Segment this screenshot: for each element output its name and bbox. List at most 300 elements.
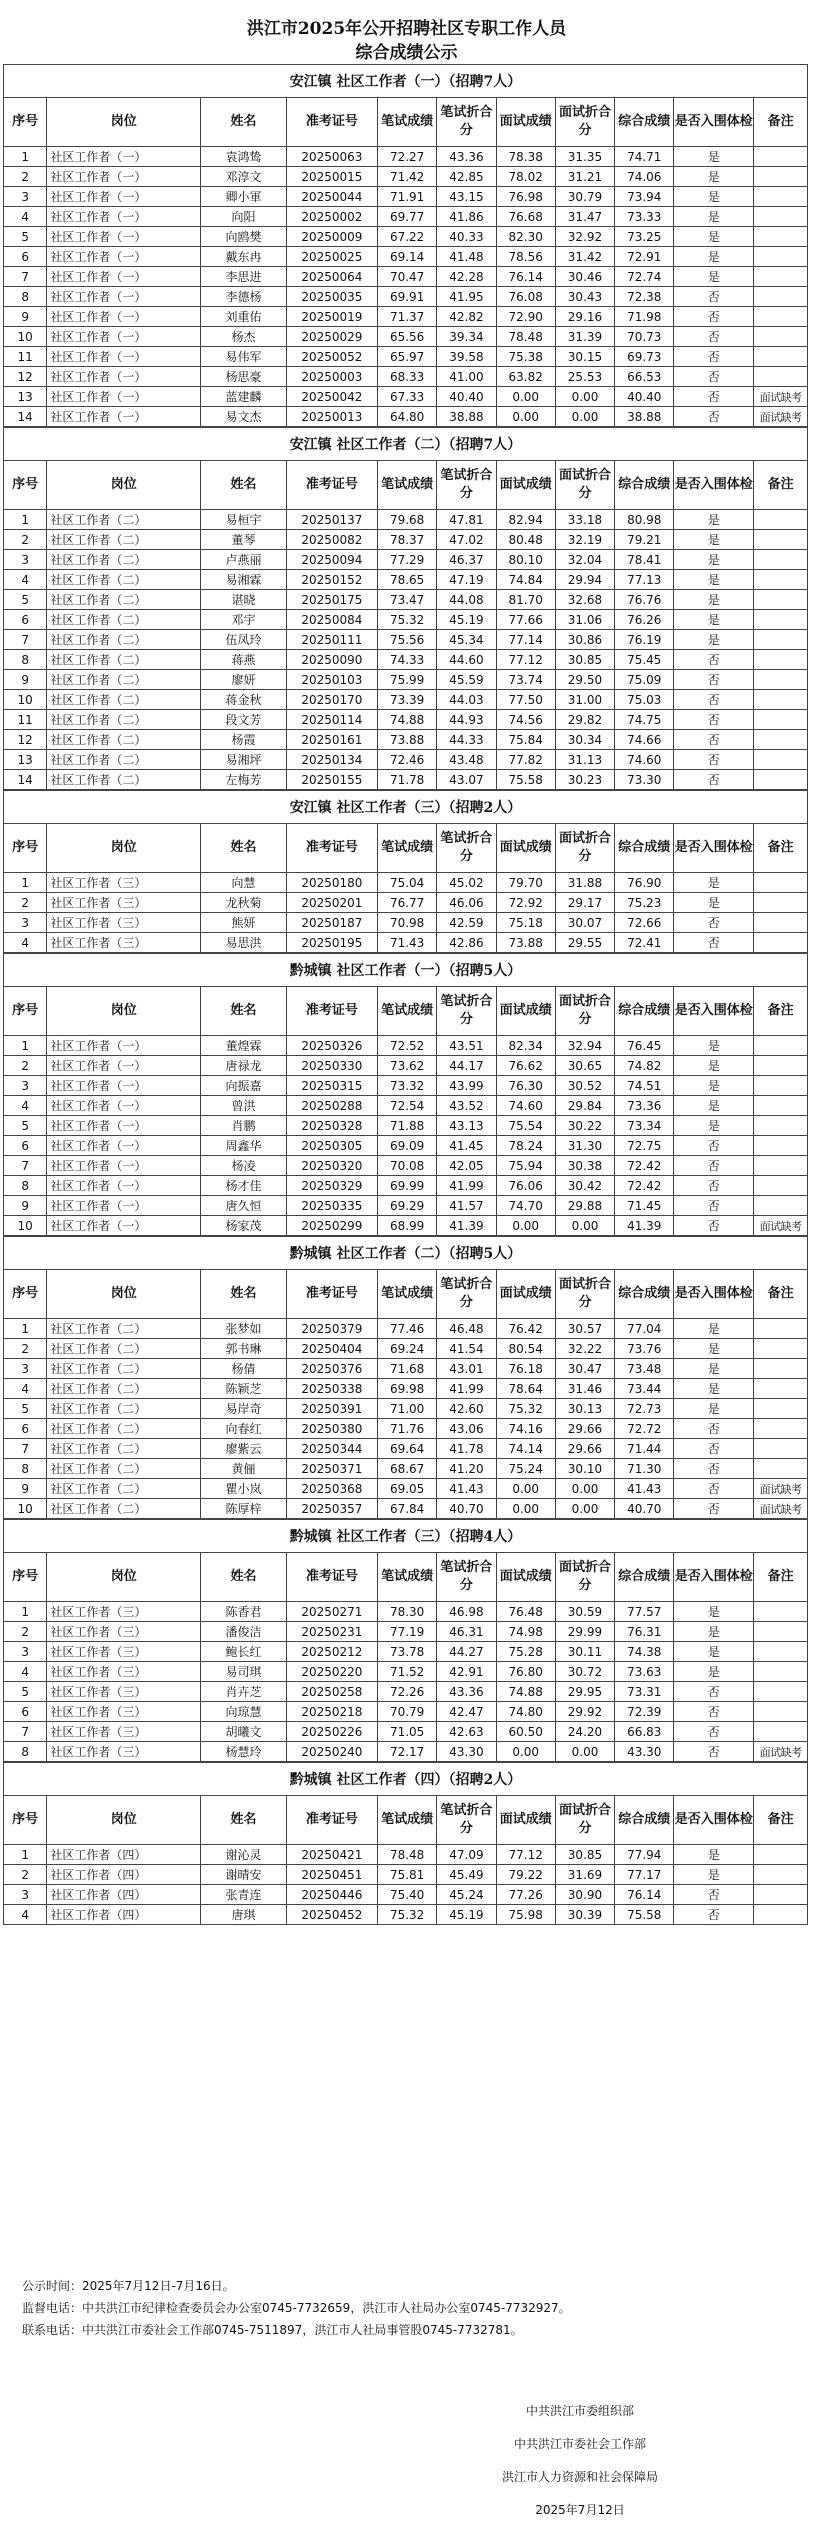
cell-remark <box>754 1662 808 1682</box>
cell-interview-score: 78.56 <box>496 247 555 267</box>
cell-index: 3 <box>4 550 47 570</box>
cell-interview-score: 75.38 <box>496 347 555 367</box>
cell-written-weighted: 43.48 <box>437 750 496 770</box>
cell-interview-weighted: 32.19 <box>555 530 614 550</box>
column-header-interview-weighted: 面试折合分 <box>555 98 614 147</box>
cell-written-weighted: 43.99 <box>437 1076 496 1096</box>
cell-interview-weighted: 31.42 <box>555 247 614 267</box>
cell-index: 13 <box>4 750 47 770</box>
cell-remark <box>754 690 808 710</box>
cell-exam-no: 20250175 <box>286 590 377 610</box>
cell-post: 社区工作者（二） <box>47 610 201 630</box>
cell-name: 卢燕丽 <box>201 550 287 570</box>
cell-shortlisted: 是 <box>674 187 754 207</box>
cell-shortlisted: 否 <box>674 750 754 770</box>
cell-shortlisted: 否 <box>674 1742 754 1762</box>
header-row <box>4 461 808 510</box>
cell-exam-no: 20250090 <box>286 650 377 670</box>
cell-interview-weighted: 30.59 <box>555 1602 614 1622</box>
cell-written-score: 71.52 <box>378 1662 437 1682</box>
page-subtitle: 综合成绩公示 <box>355 43 458 63</box>
cell-interview-score: 74.98 <box>496 1622 555 1642</box>
cell-remark: 面试缺考 <box>754 387 808 407</box>
cell-name: 龙秋菊 <box>201 893 287 913</box>
cell-remark <box>754 873 808 893</box>
cell-total-score: 73.76 <box>615 1339 674 1359</box>
cell-total-score: 76.76 <box>615 590 674 610</box>
cell-shortlisted: 否 <box>674 913 754 933</box>
column-header-index: 序号 <box>4 98 47 147</box>
cell-name: 杨家茂 <box>201 1216 287 1236</box>
cell-written-weighted: 44.93 <box>437 710 496 730</box>
cell-written-score: 78.48 <box>378 1845 437 1865</box>
column-header-post: 岗位 <box>47 1796 201 1845</box>
cell-written-weighted: 45.19 <box>437 610 496 630</box>
cell-index: 6 <box>4 1136 47 1156</box>
cell-name: 易文杰 <box>201 407 287 427</box>
cell-written-score: 72.17 <box>378 1742 437 1762</box>
cell-written-weighted: 43.36 <box>437 1682 496 1702</box>
cell-post: 社区工作者（一） <box>47 387 201 407</box>
table-row <box>4 650 808 670</box>
cell-shortlisted: 是 <box>674 1662 754 1682</box>
cell-index: 2 <box>4 1339 47 1359</box>
cell-name: 杨霞 <box>201 730 287 750</box>
cell-index: 1 <box>4 1845 47 1865</box>
cell-interview-weighted: 31.69 <box>555 1865 614 1885</box>
note-contact-phone: 联系电话：中共洪江市委社会工作部0745-7511897，洪江市人社局事管股0745-7732781。 <box>22 2323 523 2337</box>
cell-interview-score: 78.02 <box>496 167 555 187</box>
cell-name: 卿小軍 <box>201 187 287 207</box>
cell-post: 社区工作者（二） <box>47 670 201 690</box>
cell-interview-score: 76.62 <box>496 1056 555 1076</box>
cell-written-weighted: 41.00 <box>437 367 496 387</box>
cell-interview-weighted: 0.00 <box>555 407 614 427</box>
cell-shortlisted: 否 <box>674 1216 754 1236</box>
cell-post: 社区工作者（二） <box>47 550 201 570</box>
cell-post: 社区工作者（一） <box>47 1176 201 1196</box>
cell-shortlisted: 是 <box>674 267 754 287</box>
cell-remark <box>754 530 808 550</box>
cell-post: 社区工作者（三） <box>47 893 201 913</box>
cell-post: 社区工作者（二） <box>47 1419 201 1439</box>
cell-written-weighted: 45.24 <box>437 1885 496 1905</box>
cell-shortlisted: 否 <box>674 307 754 327</box>
cell-interview-score: 77.66 <box>496 610 555 630</box>
cell-total-score: 76.31 <box>615 1622 674 1642</box>
cell-remark <box>754 670 808 690</box>
cell-total-score: 41.43 <box>615 1479 674 1499</box>
cell-written-weighted: 42.28 <box>437 267 496 287</box>
cell-name: 蓝建麟 <box>201 387 287 407</box>
cell-exam-no: 20250220 <box>286 1662 377 1682</box>
table-row <box>4 1116 808 1136</box>
cell-written-score: 73.78 <box>378 1642 437 1662</box>
cell-exam-no: 20250094 <box>286 550 377 570</box>
column-header-exam-no: 准考证号 <box>286 1553 377 1602</box>
cell-total-score: 69.73 <box>615 347 674 367</box>
cell-remark <box>754 1319 808 1339</box>
cell-exam-no: 20250170 <box>286 690 377 710</box>
cell-name: 唐琪 <box>201 1905 287 1925</box>
cell-name: 向慧 <box>201 873 287 893</box>
cell-written-weighted: 43.13 <box>437 1116 496 1136</box>
cell-exam-no: 20250368 <box>286 1479 377 1499</box>
cell-interview-weighted: 31.21 <box>555 167 614 187</box>
cell-post: 社区工作者（二） <box>47 570 201 590</box>
cell-interview-score: 82.94 <box>496 510 555 530</box>
cell-total-score: 72.91 <box>615 247 674 267</box>
cell-shortlisted: 否 <box>674 690 754 710</box>
cell-name: 曾洪 <box>201 1096 287 1116</box>
cell-total-score: 72.42 <box>615 1176 674 1196</box>
column-header-index: 序号 <box>4 824 47 873</box>
cell-total-score: 75.45 <box>615 650 674 670</box>
section-table <box>3 1236 808 1519</box>
cell-written-score: 71.78 <box>378 770 437 790</box>
cell-remark <box>754 147 808 167</box>
cell-interview-score: 75.84 <box>496 730 555 750</box>
cell-post: 社区工作者（二） <box>47 710 201 730</box>
cell-exam-no: 20250335 <box>286 1196 377 1216</box>
cell-written-weighted: 43.06 <box>437 1419 496 1439</box>
cell-index: 4 <box>4 933 47 953</box>
cell-written-score: 77.46 <box>378 1319 437 1339</box>
table-row <box>4 1742 808 1762</box>
table-row <box>4 530 808 550</box>
cell-exam-no: 20250002 <box>286 207 377 227</box>
cell-total-score: 71.30 <box>615 1459 674 1479</box>
cell-shortlisted: 是 <box>674 1319 754 1339</box>
cell-index: 4 <box>4 1096 47 1116</box>
column-header-written-weighted: 笔试折合分 <box>437 824 496 873</box>
results-tables <box>3 64 808 1925</box>
table-row <box>4 1885 808 1905</box>
cell-interview-score: 77.12 <box>496 1845 555 1865</box>
cell-post: 社区工作者（二） <box>47 630 201 650</box>
cell-index: 3 <box>4 913 47 933</box>
cell-interview-score: 76.98 <box>496 187 555 207</box>
column-header-shortlisted: 是否入围体检 <box>674 1270 754 1319</box>
cell-written-score: 69.29 <box>378 1196 437 1216</box>
cell-post: 社区工作者（三） <box>47 1602 201 1622</box>
cell-exam-no: 20250451 <box>286 1865 377 1885</box>
cell-shortlisted: 是 <box>674 510 754 530</box>
cell-index: 3 <box>4 1076 47 1096</box>
column-header-written-weighted: 笔试折合分 <box>437 1796 496 1845</box>
cell-index: 5 <box>4 1116 47 1136</box>
column-header-total-score: 综合成绩 <box>615 1553 674 1602</box>
cell-written-weighted: 47.02 <box>437 530 496 550</box>
cell-interview-weighted: 32.04 <box>555 550 614 570</box>
cell-interview-weighted: 25.53 <box>555 367 614 387</box>
table-row <box>4 590 808 610</box>
cell-total-score: 74.82 <box>615 1056 674 1076</box>
column-header-interview-score: 面试成绩 <box>496 461 555 510</box>
cell-index: 9 <box>4 1479 47 1499</box>
cell-shortlisted: 否 <box>674 347 754 367</box>
cell-interview-weighted: 29.84 <box>555 1096 614 1116</box>
cell-remark <box>754 1702 808 1722</box>
cell-written-score: 69.24 <box>378 1339 437 1359</box>
cell-written-weighted: 46.98 <box>437 1602 496 1622</box>
table-row <box>4 1359 808 1379</box>
cell-remark <box>754 1865 808 1885</box>
column-header-interview-weighted: 面试折合分 <box>555 1553 614 1602</box>
cell-written-score: 68.99 <box>378 1216 437 1236</box>
cell-name: 鲍长红 <box>201 1642 287 1662</box>
column-header-total-score: 综合成绩 <box>615 1796 674 1845</box>
cell-total-score: 80.98 <box>615 510 674 530</box>
cell-post: 社区工作者（二） <box>47 1319 201 1339</box>
cell-name: 刘重佑 <box>201 307 287 327</box>
column-header-interview-weighted: 面试折合分 <box>555 987 614 1036</box>
cell-name: 董煌霖 <box>201 1036 287 1056</box>
column-header-total-score: 综合成绩 <box>615 461 674 510</box>
cell-shortlisted: 否 <box>674 1459 754 1479</box>
table-row <box>4 1176 808 1196</box>
cell-written-weighted: 41.45 <box>437 1136 496 1156</box>
column-header-shortlisted: 是否入围体检 <box>674 824 754 873</box>
cell-remark <box>754 1339 808 1359</box>
cell-index: 4 <box>4 1905 47 1925</box>
cell-interview-score: 75.98 <box>496 1905 555 1925</box>
cell-remark <box>754 1642 808 1662</box>
cell-interview-weighted: 29.55 <box>555 933 614 953</box>
cell-name: 易湘霖 <box>201 570 287 590</box>
cell-exam-no: 20250380 <box>286 1419 377 1439</box>
cell-shortlisted: 是 <box>674 873 754 893</box>
column-header-name: 姓名 <box>201 824 287 873</box>
cell-interview-score: 79.70 <box>496 873 555 893</box>
cell-total-score: 79.21 <box>615 530 674 550</box>
cell-interview-score: 72.92 <box>496 893 555 913</box>
cell-written-score: 69.91 <box>378 287 437 307</box>
cell-shortlisted: 是 <box>674 1399 754 1419</box>
column-header-shortlisted: 是否入围体检 <box>674 98 754 147</box>
cell-interview-weighted: 30.11 <box>555 1642 614 1662</box>
cell-exam-no: 20250044 <box>286 187 377 207</box>
cell-remark: 面试缺考 <box>754 1479 808 1499</box>
cell-shortlisted: 否 <box>674 650 754 670</box>
cell-post: 社区工作者（二） <box>47 1359 201 1379</box>
cell-post: 社区工作者（二） <box>47 1479 201 1499</box>
header-row <box>4 824 808 873</box>
cell-shortlisted: 否 <box>674 327 754 347</box>
cell-written-score: 70.08 <box>378 1156 437 1176</box>
cell-written-weighted: 44.03 <box>437 690 496 710</box>
cell-shortlisted: 是 <box>674 550 754 570</box>
cell-interview-weighted: 30.22 <box>555 1116 614 1136</box>
column-header-written-weighted: 笔试折合分 <box>437 461 496 510</box>
cell-interview-weighted: 24.20 <box>555 1722 614 1742</box>
cell-exam-no: 20250187 <box>286 913 377 933</box>
cell-total-score: 74.38 <box>615 1642 674 1662</box>
column-header-name: 姓名 <box>201 987 287 1036</box>
cell-index: 6 <box>4 1419 47 1439</box>
cell-post: 社区工作者（三） <box>47 1642 201 1662</box>
column-header-remark: 备注 <box>754 1270 808 1319</box>
cell-interview-score: 75.24 <box>496 1459 555 1479</box>
table-row <box>4 387 808 407</box>
cell-index: 2 <box>4 530 47 550</box>
column-header-exam-no: 准考证号 <box>286 461 377 510</box>
cell-shortlisted: 是 <box>674 167 754 187</box>
cell-interview-score: 76.14 <box>496 267 555 287</box>
cell-shortlisted: 是 <box>674 147 754 167</box>
cell-interview-score: 78.48 <box>496 327 555 347</box>
cell-interview-weighted: 30.07 <box>555 913 614 933</box>
cell-interview-weighted: 32.68 <box>555 590 614 610</box>
cell-remark: 面试缺考 <box>754 407 808 427</box>
cell-index: 5 <box>4 590 47 610</box>
table-row <box>4 1319 808 1339</box>
cell-post: 社区工作者（一） <box>47 347 201 367</box>
cell-name: 瞿小岚 <box>201 1479 287 1499</box>
cell-interview-score: 0.00 <box>496 1742 555 1762</box>
cell-name: 张梦如 <box>201 1319 287 1339</box>
column-header-interview-weighted: 面试折合分 <box>555 461 614 510</box>
cell-remark <box>754 307 808 327</box>
column-header-name: 姓名 <box>201 461 287 510</box>
cell-interview-weighted: 29.66 <box>555 1439 614 1459</box>
cell-name: 易湘坪 <box>201 750 287 770</box>
cell-interview-weighted: 30.46 <box>555 267 614 287</box>
cell-total-score: 72.74 <box>615 267 674 287</box>
cell-post: 社区工作者（二） <box>47 650 201 670</box>
cell-name: 杨慧玲 <box>201 1742 287 1762</box>
cell-exam-no: 20250371 <box>286 1459 377 1479</box>
cell-shortlisted: 是 <box>674 610 754 630</box>
cell-written-weighted: 41.95 <box>437 287 496 307</box>
cell-shortlisted: 是 <box>674 227 754 247</box>
cell-name: 潘俊洁 <box>201 1622 287 1642</box>
table-row <box>4 1399 808 1419</box>
cell-name: 谢沁灵 <box>201 1845 287 1865</box>
cell-written-score: 78.30 <box>378 1602 437 1622</box>
table-row <box>4 610 808 630</box>
cell-exam-no: 20250329 <box>286 1176 377 1196</box>
table-row <box>4 690 808 710</box>
column-header-index: 序号 <box>4 1796 47 1845</box>
cell-written-score: 67.84 <box>378 1499 437 1519</box>
cell-interview-weighted: 31.00 <box>555 690 614 710</box>
cell-remark <box>754 1885 808 1905</box>
cell-post: 社区工作者（二） <box>47 1399 201 1419</box>
cell-written-score: 65.56 <box>378 327 437 347</box>
cell-index: 14 <box>4 407 47 427</box>
column-header-exam-no: 准考证号 <box>286 1796 377 1845</box>
cell-exam-no: 20250357 <box>286 1499 377 1519</box>
cell-exam-no: 20250019 <box>286 307 377 327</box>
cell-written-score: 71.43 <box>378 933 437 953</box>
cell-interview-score: 77.82 <box>496 750 555 770</box>
cell-post: 社区工作者（二） <box>47 1499 201 1519</box>
cell-interview-score: 80.48 <box>496 530 555 550</box>
cell-total-score: 40.40 <box>615 387 674 407</box>
cell-index: 7 <box>4 1722 47 1742</box>
cell-written-score: 70.98 <box>378 913 437 933</box>
cell-interview-score: 75.28 <box>496 1642 555 1662</box>
cell-post: 社区工作者（三） <box>47 1742 201 1762</box>
cell-exam-no: 20250009 <box>286 227 377 247</box>
cell-interview-weighted: 29.88 <box>555 1196 614 1216</box>
cell-exam-no: 20250013 <box>286 407 377 427</box>
cell-interview-score: 75.18 <box>496 913 555 933</box>
cell-interview-score: 80.10 <box>496 550 555 570</box>
cell-exam-no: 20250103 <box>286 670 377 690</box>
cell-interview-weighted: 29.99 <box>555 1622 614 1642</box>
cell-written-score: 67.33 <box>378 387 437 407</box>
cell-post: 社区工作者（一） <box>47 1056 201 1076</box>
table-row <box>4 167 808 187</box>
signer-hr-bureau: 洪江市人力资源和社会保障局 <box>501 2470 658 2484</box>
cell-index: 10 <box>4 1216 47 1236</box>
cell-interview-score: 76.18 <box>496 1359 555 1379</box>
cell-remark <box>754 893 808 913</box>
cell-name: 廖妍 <box>201 670 287 690</box>
table-row <box>4 367 808 387</box>
cell-remark <box>754 1076 808 1096</box>
cell-written-score: 69.05 <box>378 1479 437 1499</box>
section-title: 安江镇 社区工作者（三）（招聘2人） <box>4 791 808 824</box>
cell-index: 7 <box>4 1439 47 1459</box>
cell-exam-no: 20250029 <box>286 327 377 347</box>
cell-written-weighted: 40.40 <box>437 387 496 407</box>
table-row <box>4 893 808 913</box>
cell-remark <box>754 710 808 730</box>
table-row <box>4 750 808 770</box>
cell-index: 2 <box>4 1622 47 1642</box>
cell-total-score: 76.26 <box>615 610 674 630</box>
table-row <box>4 770 808 790</box>
cell-written-weighted: 44.17 <box>437 1056 496 1076</box>
cell-interview-score: 76.68 <box>496 207 555 227</box>
table-row <box>4 1156 808 1176</box>
cell-post: 社区工作者（一） <box>47 267 201 287</box>
cell-interview-weighted: 31.13 <box>555 750 614 770</box>
table-row <box>4 227 808 247</box>
cell-index: 4 <box>4 570 47 590</box>
cell-post: 社区工作者（一） <box>47 207 201 227</box>
column-header-written-weighted: 笔试折合分 <box>437 987 496 1036</box>
cell-remark <box>754 913 808 933</box>
cell-written-weighted: 41.57 <box>437 1196 496 1216</box>
cell-written-weighted: 44.27 <box>437 1642 496 1662</box>
cell-written-score: 75.04 <box>378 873 437 893</box>
cell-remark <box>754 327 808 347</box>
section-title: 安江镇 社区工作者（二）（招聘7人） <box>4 428 808 461</box>
cell-exam-no: 20250155 <box>286 770 377 790</box>
cell-post: 社区工作者（二） <box>47 730 201 750</box>
cell-exam-no: 20250305 <box>286 1136 377 1156</box>
cell-total-score: 73.31 <box>615 1682 674 1702</box>
section-title: 安江镇 社区工作者（一）（招聘7人） <box>4 65 808 98</box>
column-header-total-score: 综合成绩 <box>615 824 674 873</box>
cell-remark <box>754 247 808 267</box>
cell-written-weighted: 41.99 <box>437 1379 496 1399</box>
cell-interview-weighted: 30.15 <box>555 347 614 367</box>
cell-name: 李德杨 <box>201 287 287 307</box>
table-row <box>4 1622 808 1642</box>
cell-name: 邓淳文 <box>201 167 287 187</box>
signature-date: 2025年7月12日 <box>535 2503 625 2517</box>
cell-index: 13 <box>4 387 47 407</box>
cell-interview-weighted: 30.90 <box>555 1885 614 1905</box>
cell-exam-no: 20250344 <box>286 1439 377 1459</box>
cell-remark <box>754 510 808 530</box>
column-header-exam-no: 准考证号 <box>286 824 377 873</box>
